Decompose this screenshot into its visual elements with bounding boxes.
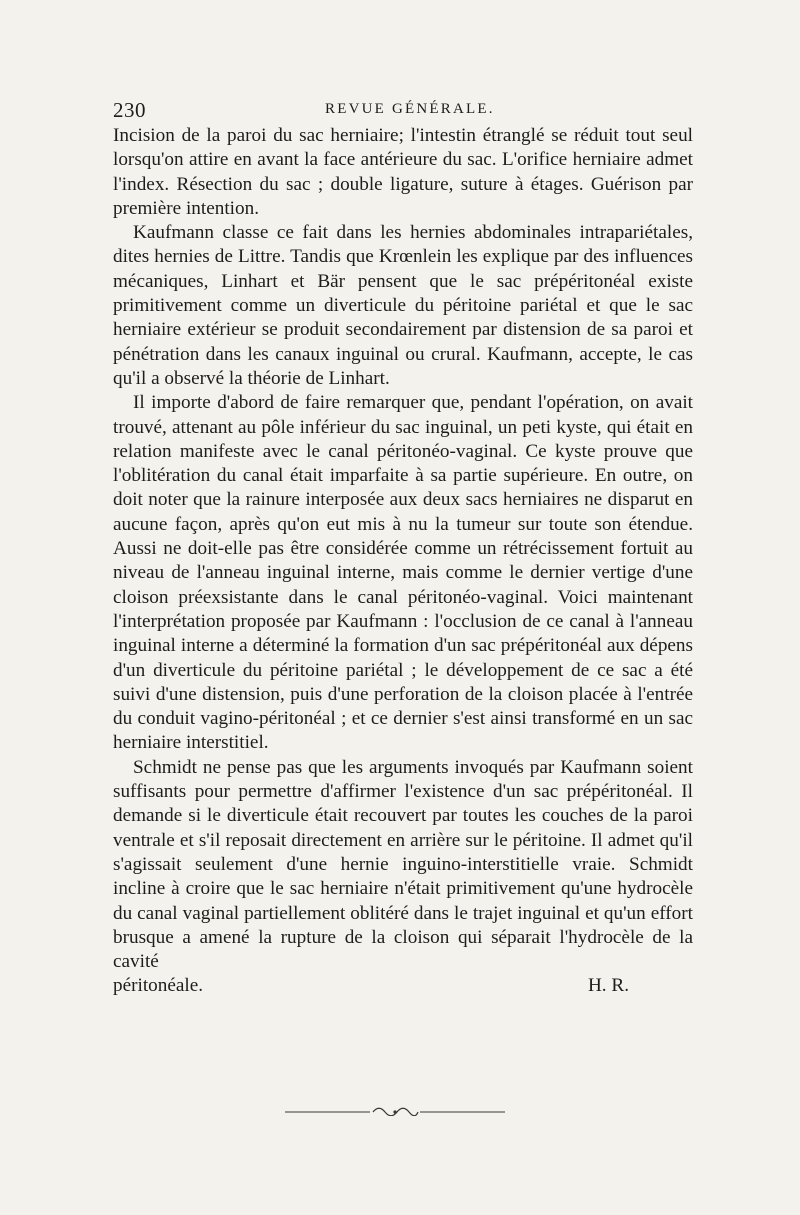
- signoff-line: [113, 974, 693, 998]
- page-header: [113, 98, 693, 124]
- document-page: [113, 98, 693, 999]
- closing-word: péritonéale.: [113, 975, 204, 997]
- running-head: REVUE GÉNÉRALE.: [325, 101, 495, 117]
- paragraph: Kaufmann classe ce fait dans les hernies abdominales intrapariétales, dites hernies de Littre. Tandis que Krœnlein les explique par des influences mécaniques, Linhart et Bär pensent que le sac prépéritonéal existe primitivement comme un diverticule du péritoine pariétal et que le sac herniaire extérieur se produit secondairement par distension de sa paroi et pénétration dans les canaux inguinal ou crural. Kaufmann, accepte, le cas qu'il a observé la théorie de Linhart.: [113, 222, 693, 389]
- paragraph: Incision de la paroi du sac herniaire; l'intestin étranglé se réduit tout seul lorsqu'on attire en avant la face antérieure du sac. L'orifice herniaire admet l'index. Résection du sac ; double ligature, suture à étages. Guérison par première intention.: [113, 125, 693, 219]
- page-number: 230: [113, 98, 146, 122]
- body-text: [113, 124, 693, 999]
- paragraph: Il importe d'abord de faire remarquer que, pendant l'opération, on avait trouvé, attenant au pôle inférieur du sac inguinal, un peti kyste, qui était en relation manifeste avec le canal péritonéo-vaginal. Ce kyste prouve que l'oblitération du canal était imparfaite à sa partie supérieure. En outre, on doit noter que la rainure interposée aux deux sacs herniaires ne disparut en aucune façon, après qu'on eut mis à nu la tumeur sur toute son étendue. Aussi ne doit-elle pas être considérée comme un rétrécissement fortuit au niveau de l'anneau inguinal interne, mais comme le dernier vertige d'une cloison préexsistante dans le canal péritonéo-vaginal. Voici maintenant l'interprétation proposée par Kaufmann : l'occlusion de ce canal à l'anneau inguinal interne a déterminé la formation d'un sac prépéritonéal aux dépens d'un diverticule du péritoine pariétal ; le développement de ce sac a été suivi d'une distension, puis d'une perforation de la cloison placée à l'entrée du conduit vagino-péritonéal ; et ce dernier s'est ainsi transformé en un sac herniaire interstitiel.: [113, 392, 693, 754]
- paragraph: Schmidt ne pense pas que les arguments invoqués par Kaufmann soient suffisants pour permettre d'affirmer l'existence d'un sac prépéritonéal. Il demande si le diverticule était recouvert par toutes les couches de la paroi ventrale et s'il reposait directement en arrière sur le péritoine. Il admet qu'il s'agissait seulement d'une hernie inguino-interstitielle vraie. Schmidt incline à croire que le sac herniaire n'était primitivement qu'une hydrocèle du canal vaginal partiellement oblitéré dans le trajet inguinal et qu'un effort brusque a amené la rupture de la cloison qui séparait l'hydrocèle de la cavité: [113, 756, 693, 973]
- section-end-ornament-icon: [285, 1106, 505, 1116]
- author-initials: H. R.: [587, 975, 629, 997]
